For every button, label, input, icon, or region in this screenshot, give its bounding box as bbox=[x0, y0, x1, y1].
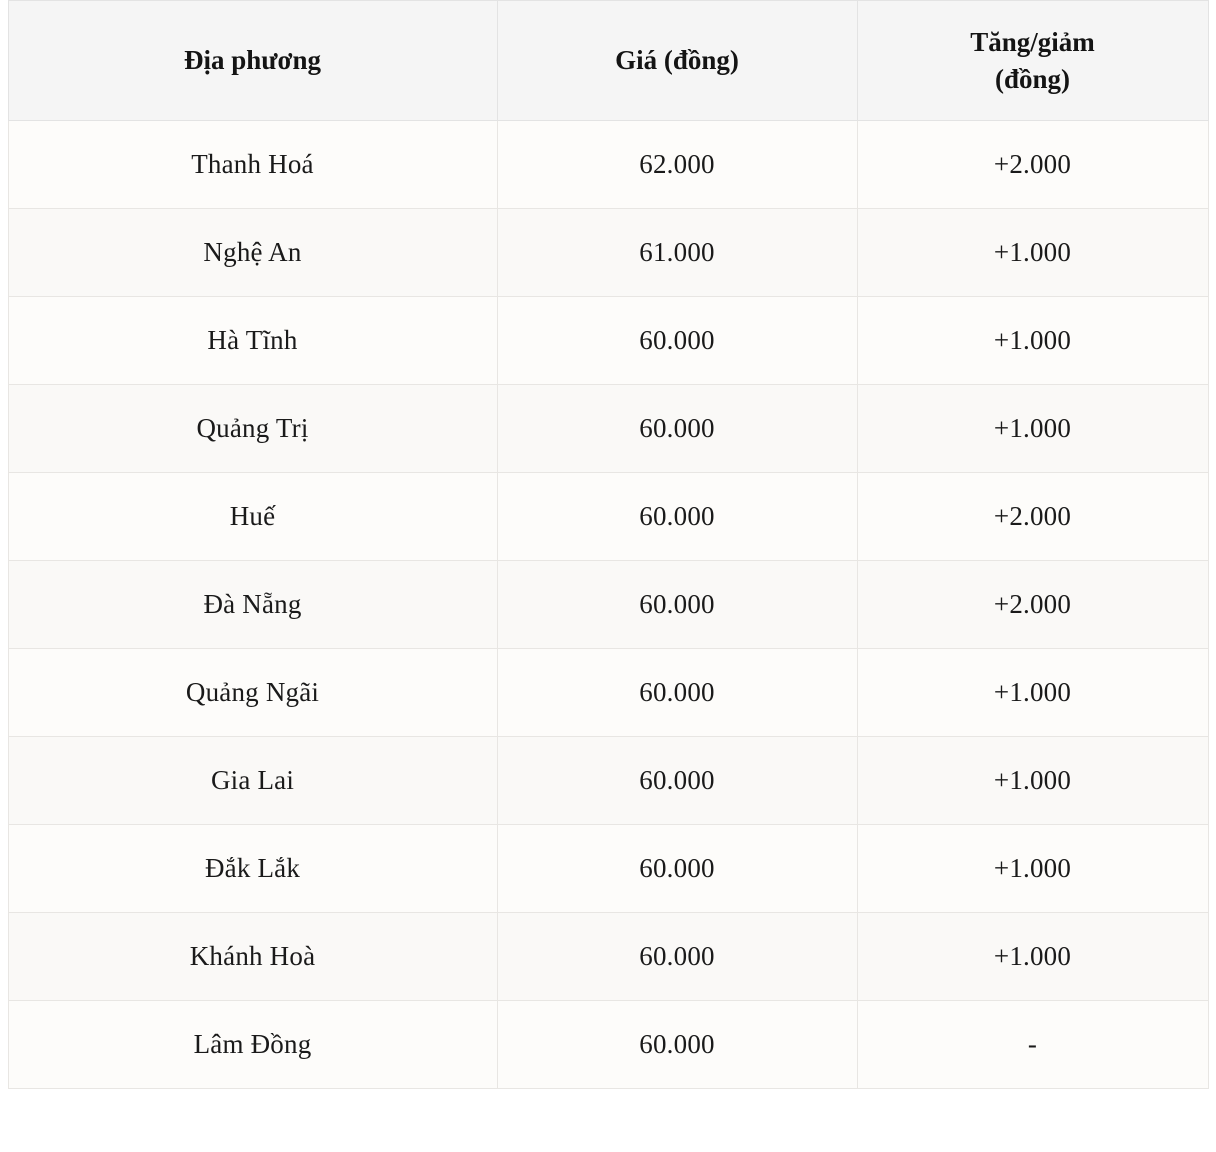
cell-price: 60.000 bbox=[497, 561, 857, 649]
cell-locality: Gia Lai bbox=[8, 737, 497, 825]
table-row bbox=[8, 121, 1208, 209]
cell-change: +1.000 bbox=[857, 297, 1208, 385]
cell-price: 61.000 bbox=[497, 209, 857, 297]
table-row bbox=[8, 297, 1208, 385]
cell-change: - bbox=[857, 1001, 1208, 1089]
table-row bbox=[8, 737, 1208, 825]
table-row bbox=[8, 385, 1208, 473]
table-header bbox=[8, 1, 1208, 121]
cell-change: +1.000 bbox=[857, 825, 1208, 913]
table-header-row bbox=[8, 1, 1208, 121]
cell-change: +2.000 bbox=[857, 473, 1208, 561]
cell-change: +1.000 bbox=[857, 385, 1208, 473]
cell-change: +1.000 bbox=[857, 737, 1208, 825]
cell-change: +2.000 bbox=[857, 561, 1208, 649]
cell-change: +1.000 bbox=[857, 649, 1208, 737]
cell-locality: Quảng Trị bbox=[8, 385, 497, 473]
cell-locality: Huế bbox=[8, 473, 497, 561]
table-row bbox=[8, 649, 1208, 737]
cell-price: 60.000 bbox=[497, 385, 857, 473]
cell-locality: Đắk Lắk bbox=[8, 825, 497, 913]
cell-locality: Thanh Hoá bbox=[8, 121, 497, 209]
cell-locality: Khánh Hoà bbox=[8, 913, 497, 1001]
table-row bbox=[8, 473, 1208, 561]
table-row bbox=[8, 913, 1208, 1001]
cell-price: 60.000 bbox=[497, 297, 857, 385]
cell-price: 62.000 bbox=[497, 121, 857, 209]
cell-change: +2.000 bbox=[857, 121, 1208, 209]
cell-price: 60.000 bbox=[497, 913, 857, 1001]
table-row bbox=[8, 561, 1208, 649]
cell-locality: Lâm Đồng bbox=[8, 1001, 497, 1089]
table-body bbox=[8, 121, 1208, 1089]
cell-locality: Nghệ An bbox=[8, 209, 497, 297]
table-row bbox=[8, 825, 1208, 913]
column-header-change bbox=[857, 1, 1208, 121]
cell-locality: Quảng Ngãi bbox=[8, 649, 497, 737]
cell-price: 60.000 bbox=[497, 737, 857, 825]
cell-price: 60.000 bbox=[497, 825, 857, 913]
table-row bbox=[8, 1001, 1208, 1089]
cell-change: +1.000 bbox=[857, 913, 1208, 1001]
table-row bbox=[8, 209, 1208, 297]
column-header-change-line1: Tăng/giảm bbox=[970, 27, 1095, 58]
cell-price: 60.000 bbox=[497, 649, 857, 737]
cell-change: +1.000 bbox=[857, 209, 1208, 297]
column-header-locality: Địa phương bbox=[8, 1, 497, 121]
column-header-price: Giá (đồng) bbox=[497, 1, 857, 121]
cell-price: 60.000 bbox=[497, 1001, 857, 1089]
cell-price: 60.000 bbox=[497, 473, 857, 561]
column-header-change-line2: (đồng) bbox=[994, 63, 1070, 94]
cell-locality: Đà Nẵng bbox=[8, 561, 497, 649]
regional-price-table bbox=[8, 0, 1209, 1089]
cell-locality: Hà Tĩnh bbox=[8, 297, 497, 385]
